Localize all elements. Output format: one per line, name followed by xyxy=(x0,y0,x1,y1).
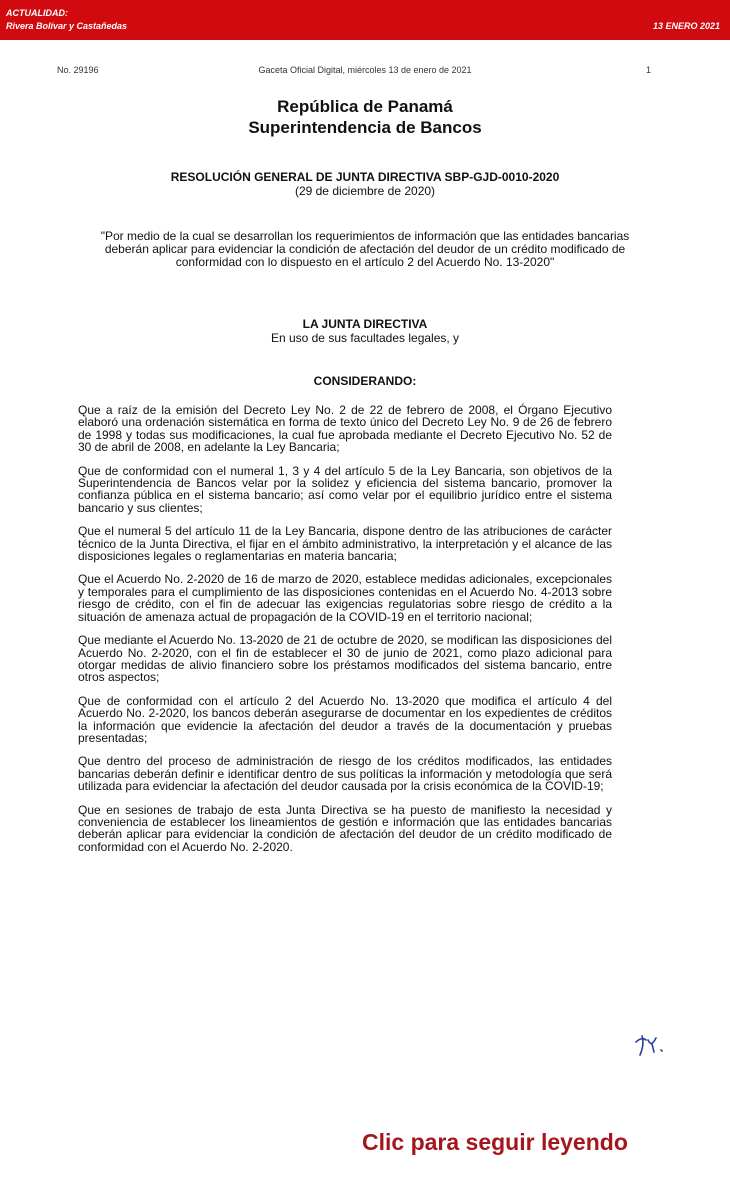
resolution-heading: RESOLUCIÓN GENERAL DE JUNTA DIRECTIVA SBP-GJD-0010-2020 xyxy=(170,170,560,184)
paragraph: Que de conformidad con el artículo 2 del Acuerdo No. 13-2020 que modifica el artículo 4 del Acuerdo No. 2-2020, los bancos deberán asegurarse de documentar en los expedientes de créditos la información que evidencie la afectación del deudor a través de la documentación y pruebas presentadas; xyxy=(78,693,612,745)
considering-paragraphs xyxy=(78,404,612,864)
banner-date: 13 ENERO 2021 xyxy=(652,21,720,31)
paragraph: Que dentro del proceso de administración de riesgo de los créditos modificados, las entidades bancarias deberán definir e identificar dentro de sus políticas la información y metodología que será utilizada para evidenciar la afectación del deudor causada por la crisis económica de la COVID-19; xyxy=(78,754,612,794)
gaceta-title: Gaceta Oficial Digital, miércoles 13 de enero de 2021 xyxy=(258,65,472,75)
authors-label: Rivera Bolívar y Castañedas xyxy=(6,21,128,31)
paragraph: Que de conformidad con el numeral 1, 3 y 4 del artículo 5 de la Ley Bancaria, son objetivos de la Superintendencia de Bancos velar por la solidez y eficiencia del sistema bancario, promover la confianza pública en el sistema bancario; así como velar por el equilibrio jurídico entre el sistema bancario y sus clientes; xyxy=(78,463,612,515)
gaceta-number: No. 29196 xyxy=(57,65,99,75)
page-number: 1 xyxy=(646,65,652,75)
handwritten-signature xyxy=(630,1028,670,1058)
resolution-preamble: "Por medio de la cual se desarrollan los requerimientos de información que las entidades bancarias deberán aplicar para evidenciar la condición de afectación del deudor de un crédito modificado de conformidad con lo dispuesto en el artículo 2 del Acuerdo No. 13-2020" xyxy=(100,229,630,269)
section-label: ACTUALIDAD: xyxy=(6,8,68,18)
resolution-date: (29 de diciembre de 2020) xyxy=(294,184,436,198)
document-title-country: República de Panamá xyxy=(277,97,453,116)
paragraph: Que el numeral 5 del artículo 11 de la Ley Bancaria, dispone dentro de las atribuciones de carácter técnico de la Junta Directiva, el fijar en el ámbito administrativo, la interpretación y el alcance de las disposiciones legales o reglamentarias en materia bancaria; xyxy=(78,524,612,564)
paragraph: Que a raíz de la emisión del Decreto Ley No. 2 de 22 de febrero de 2008, el Órgano Ejecutivo elaboró una ordenación sistemática en forma de texto único del Decreto Ley No. 9 de 26 de febrero de 1998 y todas sus modificaciones, la cual fue aprobada mediante el Decreto Ejecutivo No. 52 de 30 de abril de 2008, en adelante la Ley Bancaria; xyxy=(78,403,612,455)
board-powers: En uso de sus facultades legales, y xyxy=(270,331,460,345)
top-banner xyxy=(0,0,730,40)
continue-reading-link[interactable]: Clic para seguir leyendo xyxy=(362,1129,628,1155)
board-heading: LA JUNTA DIRECTIVA xyxy=(302,317,428,331)
paragraph: Que mediante el Acuerdo No. 13-2020 de 21 de octubre de 2020, se modifican las disposiciones del Acuerdo No. 2-2020, con el fin de establecer el 30 de junio de 2021, como plazo adicional para otorgar medidas de alivio financiero sobre los préstamos modificados del sistema bancario, entre otros aspectos; xyxy=(78,633,612,685)
document-title-agency: Superintendencia de Bancos xyxy=(248,118,482,137)
considering-heading: CONSIDERANDO: xyxy=(313,374,417,388)
paragraph: Que el Acuerdo No. 2-2020 de 16 de marzo de 2020, establece medidas adicionales, excepcionales y temporales para el cumplimiento de las disposiciones contenidas en el Acuerdo No. 4-2013 sobre riesgo de crédito, con el fin de adecuar las exigencias regulatorias sobre riesgo de crédito a la situación de amenaza actual de propagación de la COVID-19 en el territorio nacional; xyxy=(78,572,612,624)
paragraph: Que en sesiones de trabajo de esta Junta Directiva se ha puesto de manifiesto la necesidad y conveniencia de establecer los lineamientos de gestión e información que las entidades bancarias deberán aplicar para evidenciar la condición de afectación del deudor de un crédito modificado de conformidad con el Acuerdo No. 2-2020. xyxy=(78,802,612,854)
banner-left xyxy=(6,7,127,33)
